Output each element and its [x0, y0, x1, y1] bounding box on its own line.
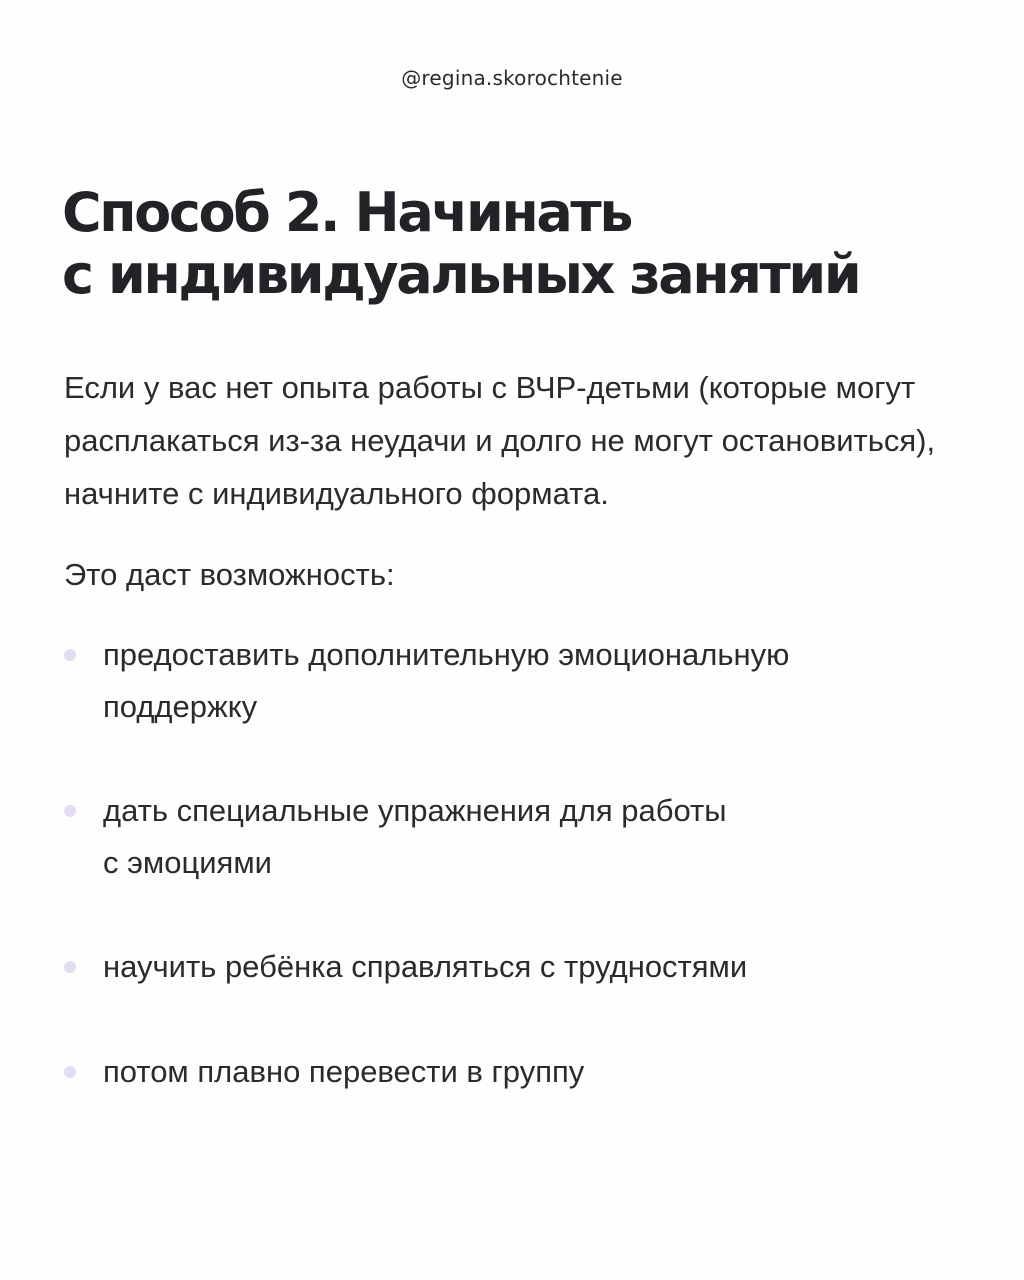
- bullet-dot-icon: [64, 805, 76, 817]
- list-item: [64, 785, 944, 889]
- slide-title-line-1: Способ 2. Начинать: [62, 181, 632, 244]
- bullet-dot-icon: [64, 961, 76, 973]
- list-item-line: поддержку: [103, 689, 258, 724]
- list-item-line: научить ребёнка справляться с трудностями: [103, 949, 748, 984]
- list-item: [64, 629, 944, 733]
- benefits-list: [64, 629, 944, 1150]
- slide-title: [62, 182, 982, 306]
- list-item-line: дать специальные упражнения для работы: [103, 793, 727, 828]
- list-item-line: потом плавно перевести в группу: [103, 1054, 585, 1089]
- lead-text: Это даст возможность:: [64, 557, 395, 592]
- author-handle: @regina.skorochtenie: [401, 66, 623, 90]
- list-item-line: с эмоциями: [103, 845, 272, 880]
- slide-title-line-2: с индивидуальных занятий: [62, 243, 860, 306]
- intro-paragraph: Если у вас нет опыта работы с ВЧР-детьми (которые могут расплакаться из-за неудачи и долго не могут остановиться), начните с индивидуального формата.: [64, 370, 936, 511]
- bullet-dot-icon: [64, 1066, 76, 1078]
- list-item: [64, 941, 944, 993]
- list-item-line: предоставить дополнительную эмоциональную: [103, 637, 790, 672]
- bullet-dot-icon: [64, 649, 76, 661]
- list-item: [64, 1046, 944, 1098]
